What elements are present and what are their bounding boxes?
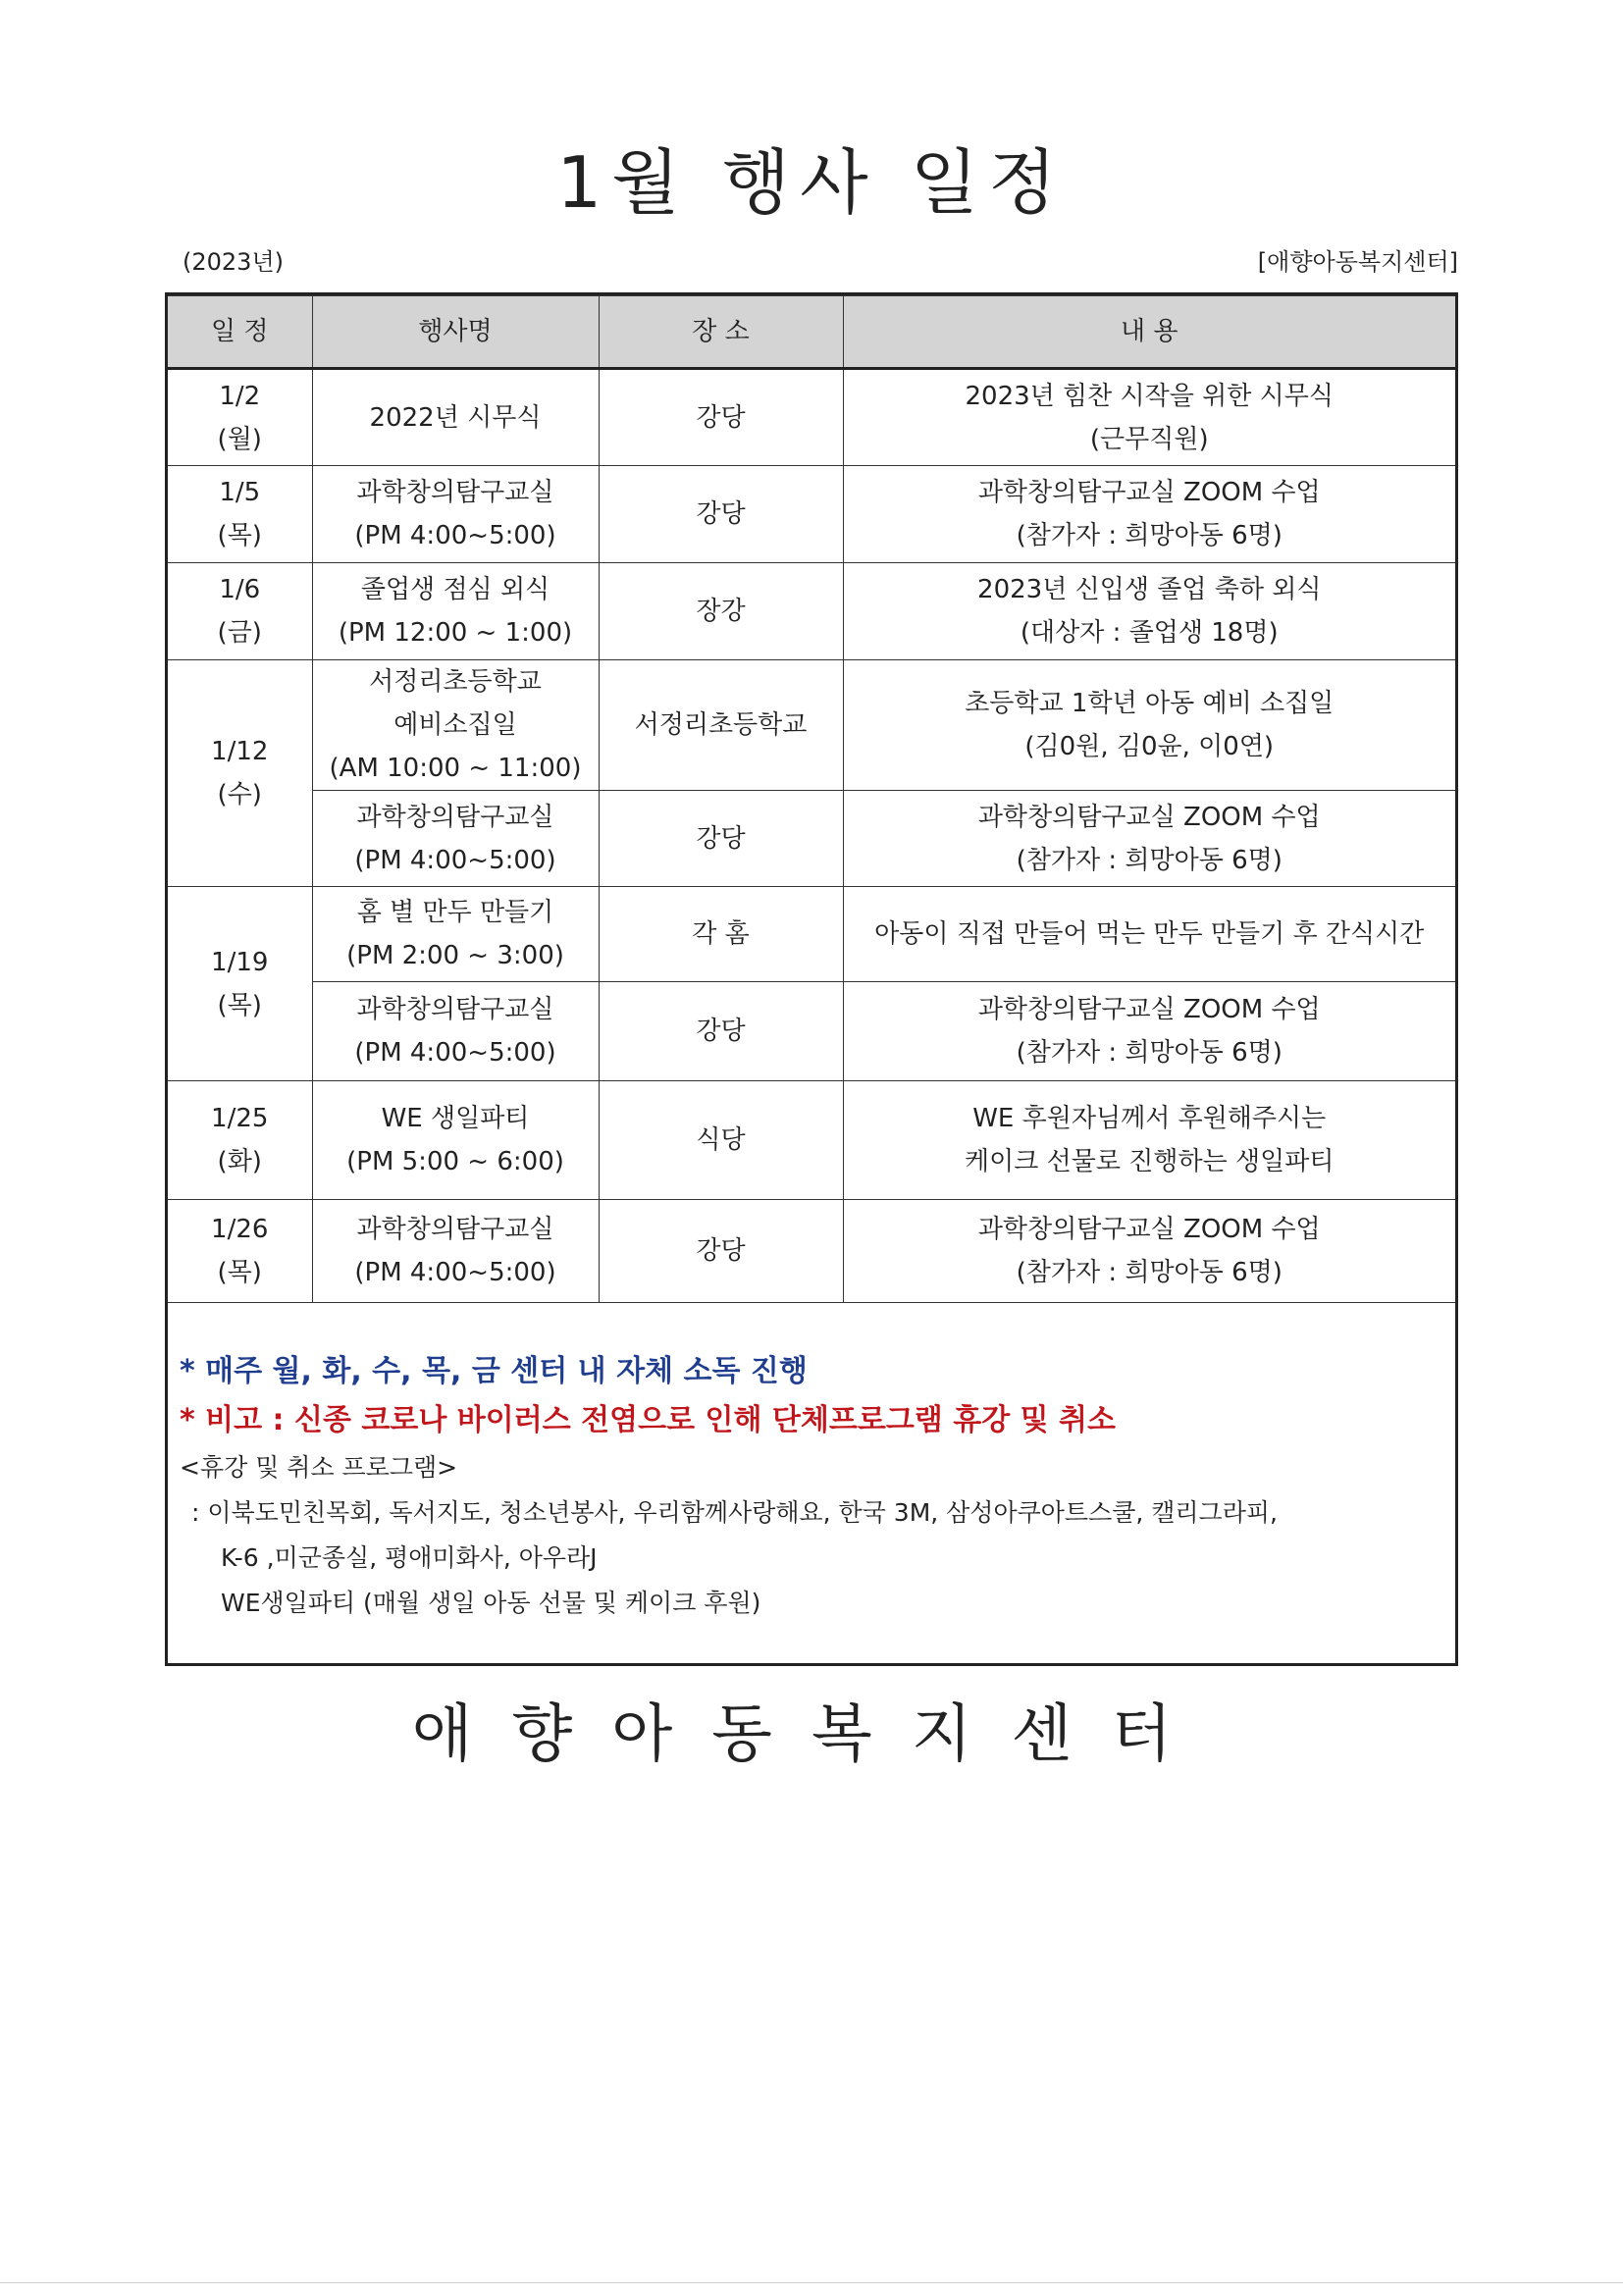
table-row xyxy=(168,982,1455,1081)
table-row xyxy=(168,563,1455,660)
date-cell: 1/6 (금) xyxy=(168,563,312,660)
event-cell: 과학창의탐구교실 (PM 4:00~5:00) xyxy=(312,1200,599,1303)
content-cell: 2023년 힘찬 시작을 위한 시무식 (근무직원) xyxy=(843,369,1455,466)
date-cell: 1/25 (화) xyxy=(168,1081,312,1200)
content-cell: WE 후원자님께서 후원해주시는 케이크 선물로 진행하는 생일파티 xyxy=(843,1081,1455,1200)
table-row xyxy=(168,1081,1455,1200)
place-cell: 강당 xyxy=(599,466,843,563)
cancel-line: K-6 ,미군종실, 평애미화사, 아우라J xyxy=(221,1543,598,1572)
content-cell: 과학창의탐구교실 ZOOM 수업 (참가자 : 희망아동 6명) xyxy=(843,1200,1455,1303)
date-cell: 1/5 (목) xyxy=(168,466,312,563)
remark-note: * 비고 : 신종 코로나 바이러스 전염으로 인해 단체프로그램 휴강 및 취소 xyxy=(180,1403,1117,1437)
event-cell: 2022년 시무식 xyxy=(312,369,599,466)
page-title: 1월 행사 일정 xyxy=(556,141,1067,224)
table-header-row xyxy=(168,296,1455,369)
content-cell: 2023년 신입생 졸업 축하 외식 (대상자 : 졸업생 18명) xyxy=(843,563,1455,660)
table-row xyxy=(168,466,1455,563)
date-cell: 1/2 (월) xyxy=(168,369,312,466)
date-cell: 1/26 (목) xyxy=(168,1200,312,1303)
content-cell: 과학창의탐구교실 ZOOM 수업 (참가자 : 희망아동 6명) xyxy=(843,982,1455,1081)
cancel-line: WE생일파티 (매월 생일 아동 선물 및 케이크 후원) xyxy=(221,1589,761,1617)
content-cell: 과학창의탐구교실 ZOOM 수업 (참가자 : 희망아동 6명) xyxy=(843,791,1455,887)
table-row xyxy=(168,791,1455,887)
content-cell: 초등학교 1학년 아동 예비 소집일 (김0원, 김0윤, 이0연) xyxy=(843,660,1455,791)
event-cell: WE 생일파티 (PM 5:00 ~ 6:00) xyxy=(312,1081,599,1200)
date-cell: 1/12 (수) xyxy=(168,660,312,887)
content-cell: 아동이 직접 만들어 먹는 만두 만들기 후 간식시간 xyxy=(843,887,1455,982)
cancel-heading: <휴강 및 취소 프로그램> xyxy=(180,1453,458,1482)
schedule-table xyxy=(168,295,1455,1303)
page-bottom-divider xyxy=(0,2282,1623,2283)
schedule-sheet xyxy=(165,292,1458,1666)
event-cell: 홈 별 만두 만들기 (PM 2:00 ~ 3:00) xyxy=(312,887,599,982)
event-cell: 졸업생 점심 외식 (PM 12:00 ~ 1:00) xyxy=(312,563,599,660)
table-row xyxy=(168,369,1455,466)
place-cell: 강당 xyxy=(599,791,843,887)
table-row xyxy=(168,660,1455,791)
place-cell: 강당 xyxy=(599,369,843,466)
footer-organization: 애향아동복지센터 xyxy=(411,1698,1212,1771)
notes-section xyxy=(180,1347,1445,1626)
place-cell: 서정리초등학교 xyxy=(599,660,843,791)
weekly-disinfection-note: * 매주 월, 화, 수, 목, 금 센터 내 자체 소독 진행 xyxy=(180,1354,808,1388)
content-cell: 과학창의탐구교실 ZOOM 수업 (참가자 : 희망아동 6명) xyxy=(843,466,1455,563)
place-cell: 각 홈 xyxy=(599,887,843,982)
table-row xyxy=(168,887,1455,982)
cancel-line: : 이북도민친목회, 독서지도, 청소년봉사, 우리함께사랑해요, 한국 3M, 삼성아쿠아트스쿨, 캘리그라피, xyxy=(191,1498,1278,1527)
event-cell: 서정리초등학교 예비소집일 (AM 10:00 ~ 11:00) xyxy=(312,660,599,791)
place-cell: 강당 xyxy=(599,1200,843,1303)
event-cell: 과학창의탐구교실 (PM 4:00~5:00) xyxy=(312,466,599,563)
event-cell: 과학창의탐구교실 (PM 4:00~5:00) xyxy=(312,982,599,1081)
place-cell: 식당 xyxy=(599,1081,843,1200)
header-content: 내 용 xyxy=(843,296,1455,369)
event-cell: 과학창의탐구교실 (PM 4:00~5:00) xyxy=(312,791,599,887)
date-cell: 1/19 (목) xyxy=(168,887,312,1081)
year-label: (2023년) xyxy=(183,248,284,276)
header-date: 일 정 xyxy=(168,296,312,369)
organization-label: [애향아동복지센터] xyxy=(1257,248,1458,276)
place-cell: 장강 xyxy=(599,563,843,660)
place-cell: 강당 xyxy=(599,982,843,1081)
table-row xyxy=(168,1200,1455,1303)
header-event: 행사명 xyxy=(312,296,599,369)
header-place: 장 소 xyxy=(599,296,843,369)
